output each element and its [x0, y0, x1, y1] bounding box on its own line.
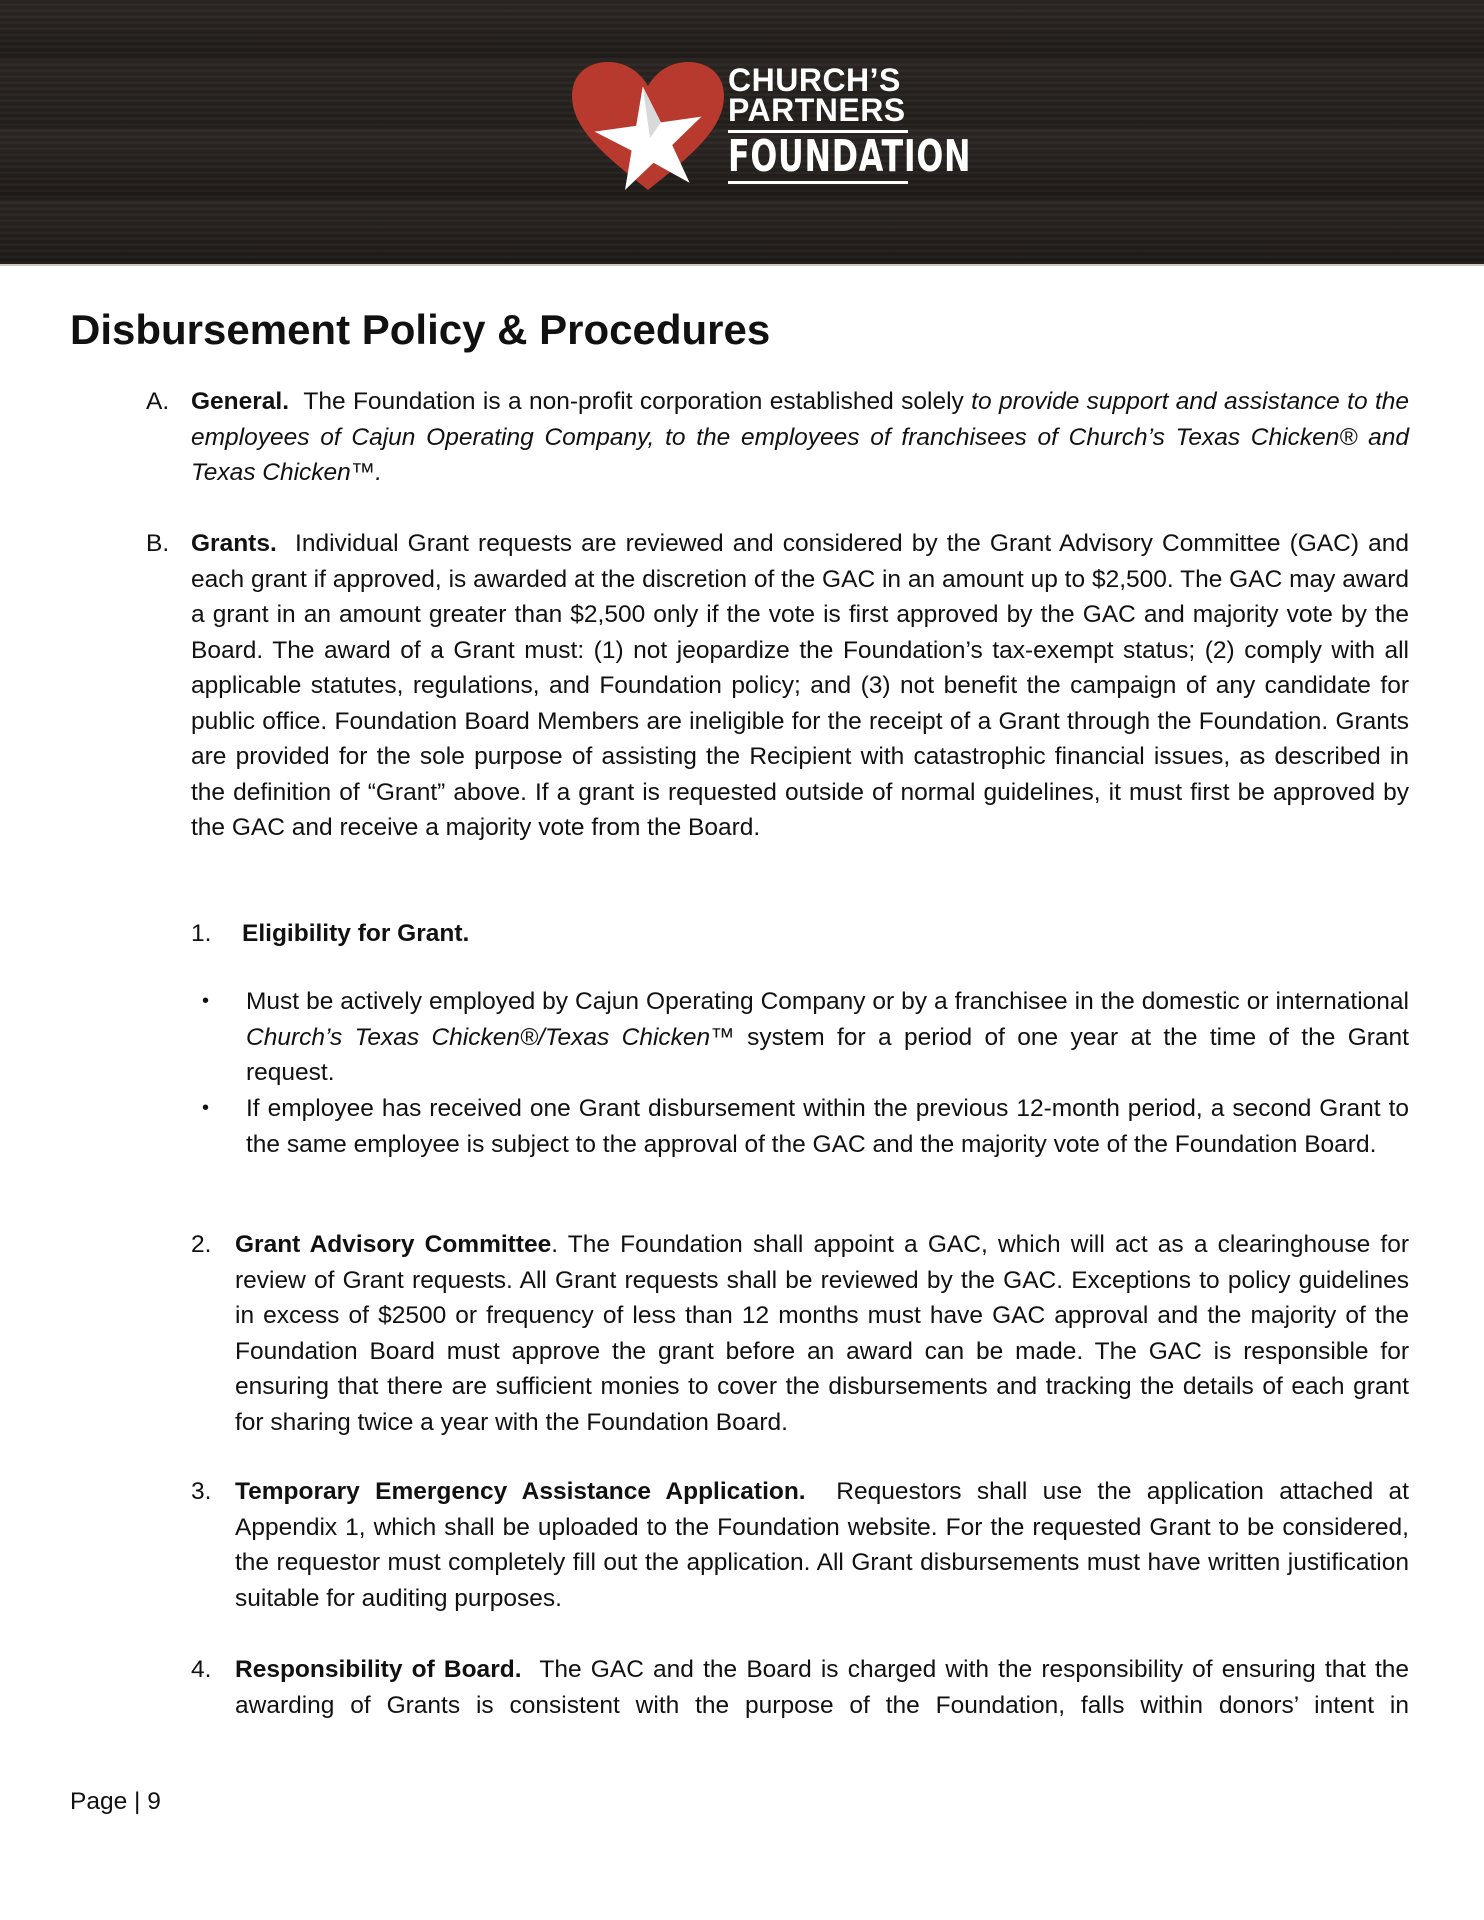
section-a-italic: to provide support and assistance to the employees of Cajun Operating Company, to the employees of franchisees of Church’s Texas Chicken® and Texas Chicken™.	[191, 388, 1410, 486]
item-4-paragraph	[235, 1652, 1409, 1723]
item-4-marker: 4.	[191, 1656, 212, 1683]
section-a-text: The Foundation is a non-profit corporation established solely	[303, 388, 964, 415]
item-3-marker: 3.	[191, 1478, 212, 1505]
item-3-heading: Temporary Emergency Assistance Application.	[235, 1478, 806, 1505]
bullet-1-symbol: •	[202, 990, 210, 1012]
section-a-heading: General.	[191, 388, 290, 415]
heart-star-icon	[568, 58, 728, 198]
item-2-paragraph	[235, 1227, 1409, 1440]
logo-line-churchs: CHURCH’S	[728, 62, 901, 98]
bullet-2-text: If employee has received one Grant disbursement within the previous 12-month period, a second Grant to the same employee is subject to the approval of the GAC and the majority vote of the Foundation Board.	[246, 1095, 1409, 1158]
section-a-marker: A.	[146, 388, 170, 415]
page-title: Disbursement Policy & Procedures	[70, 306, 771, 353]
bullet-1-italic: Church’s Texas Chicken®/Texas Chicken	[246, 1023, 711, 1051]
item-1-marker: 1.	[191, 920, 212, 947]
section-b-paragraph	[191, 526, 1409, 846]
item-3-paragraph	[235, 1474, 1409, 1616]
foundation-logo	[568, 58, 972, 198]
item-4-text: The GAC and the Board is charged with the responsibility of ensuring that the awarding of Grants is consistent with the purpose of the Foundation, falls within donors’ intent in	[235, 1656, 1410, 1719]
section-b-marker: B.	[146, 530, 170, 557]
bullet-1-pre: Must be actively employed by Cajun Operating Company or by a franchisee in the domestic or international	[246, 988, 1409, 1015]
page-number: Page | 9	[70, 1788, 161, 1815]
item-2-marker: 2.	[191, 1231, 212, 1258]
item-3-text: Requestors shall use the application attached at Appendix 1, which shall be uploaded to the Foundation website. For the requested Grant to be considered, the requestor must completely fill out the application. All Grant disbursements must have written justification suitable for auditing purposes.	[235, 1478, 1409, 1612]
bullet-1-post: ™ system for a period of one year at the time of the Grant request.	[246, 1023, 1409, 1086]
item-2-heading: Grant Advisory Committee	[235, 1231, 552, 1258]
item-4-heading: Responsibility of Board.	[235, 1656, 522, 1683]
logo-line-partners: PARTNERS	[728, 92, 906, 128]
logo-line-foundation: FOUNDATION	[728, 131, 972, 182]
section-b-heading: Grants.	[191, 530, 277, 557]
bullet-1-text	[246, 984, 1409, 1091]
bullet-2-symbol: •	[202, 1097, 210, 1119]
header-banner	[0, 0, 1484, 266]
item-2-text: . The Foundation shall appoint a GAC, which will act as a clearinghouse for review of Grant requests. All Grant requests shall be reviewed by the GAC. Exceptions to policy guidelines in excess of $2500 or frequency of less than 12 months must have GAC approval and the majority of the Foundation Board must approve the grant before an award can be made. The GAC is responsible for ensuring that there are sufficient monies to cover the disbursements and tracking the details of each grant for sharing twice a year with the Foundation Board.	[235, 1231, 1409, 1436]
section-b-text: Individual Grant requests are reviewed and considered by the Grant Advisory Committee (GAC) and each grant if approved, is awarded at the discretion of the GAC in an amount up to $2,500. The GAC may award a grant in an amount greater than $2,500 only if the vote is first approved by the GAC and majority vote by the Board. The award of a Grant must: (1) not jeopardize the Foundation’s tax-exempt status; (2) comply with all applicable statutes, regulations, and Foundation policy; and (3) not benefit the campaign of any candidate for public office. Foundation Board Members are ineligible for the receipt of a Grant through the Foundation. Grants are provided for the sole purpose of assisting the Recipient with catastrophic financial issues, as described in the definition of “Grant” above. If a grant is requested outside of normal guidelines, it must first be approved by the GAC and receive a majority vote from the Board.	[191, 530, 1409, 841]
item-1-heading: Eligibility for Grant.	[242, 920, 470, 947]
section-a-paragraph	[191, 384, 1409, 491]
